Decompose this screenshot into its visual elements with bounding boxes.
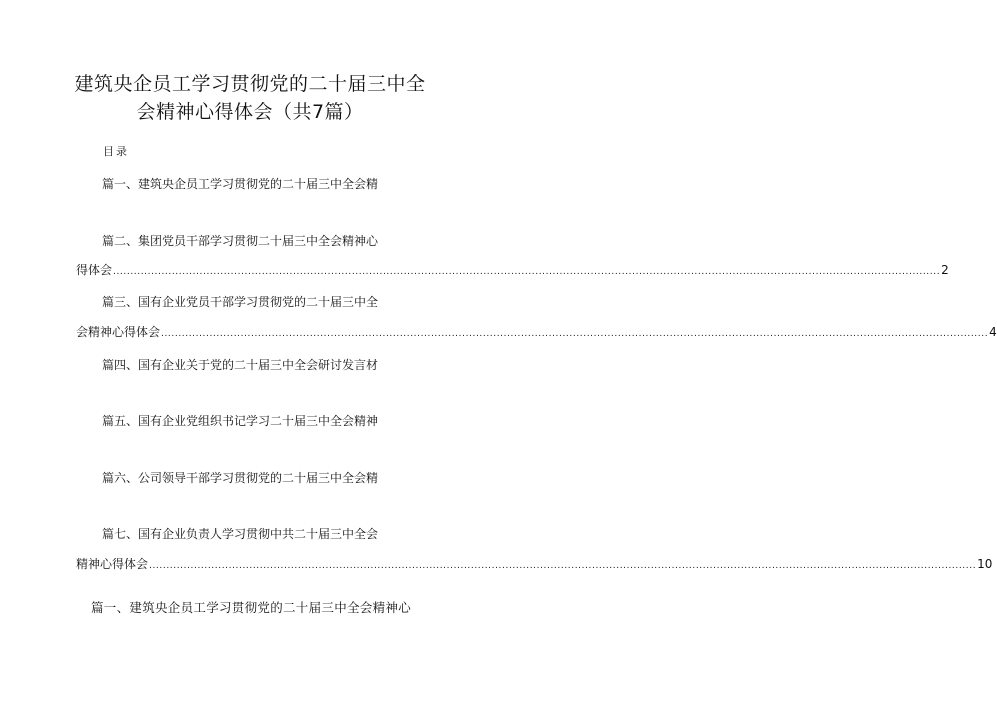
toc-entry-4[interactable]: 篇四、国有企业关于党的二十届三中全会研讨发言材 (102, 358, 379, 372)
document-title-line-2: 会精神心得体会（共7篇） (136, 101, 364, 123)
toc-entry-7-page-number: 10 (977, 557, 993, 571)
toc-entry-2-line2: 得体会 (76, 263, 113, 277)
toc-entry-7-continuation[interactable] (76, 556, 993, 574)
toc-entry-7-line2: 精神心得体会 (76, 557, 149, 571)
toc-entry-3-line2: 会精神心得体会 (76, 325, 161, 339)
toc-label: 目录 (103, 145, 129, 158)
toc-entry-3-continuation[interactable] (76, 324, 997, 342)
toc-entry-3[interactable]: 篇三、国有企业党员干部学习贯彻党的二十届三中全 (102, 295, 379, 309)
toc-leader-dots: ............................................................................................................................................................................................................................................... (113, 267, 941, 277)
document-title-line-1: 建筑央企员工学习贯彻党的二十届三中全 (74, 73, 426, 95)
toc-entry-3-page-number: 4 (989, 325, 997, 339)
toc-entry-2-page-number: 2 (941, 263, 949, 277)
toc-entry-5[interactable]: 篇五、国有企业党组织书记学习二十届三中全会精神 (102, 414, 379, 428)
toc-entry-7[interactable]: 篇七、国有企业负责人学习贯彻中共二十届三中全会 (102, 527, 379, 541)
toc-entry-2-continuation[interactable] (76, 262, 949, 280)
toc-leader-dots: ............................................................................................................................................................................................................................................... (149, 561, 977, 571)
toc-leader-dots: ............................................................................................................................................................................................................................................... (161, 329, 989, 339)
toc-entry-6[interactable]: 篇六、公司领导干部学习贯彻党的二十届三中全会精 (102, 471, 379, 485)
section-heading: 篇一、建筑央企员工学习贯彻党的二十届三中全会精神心 (91, 600, 412, 615)
toc-entry-1[interactable]: 篇一、建筑央企员工学习贯彻党的二十届三中全会精 (102, 177, 379, 191)
toc-entry-2[interactable]: 篇二、集团党员干部学习贯彻二十届三中全会精神心 (102, 234, 379, 248)
